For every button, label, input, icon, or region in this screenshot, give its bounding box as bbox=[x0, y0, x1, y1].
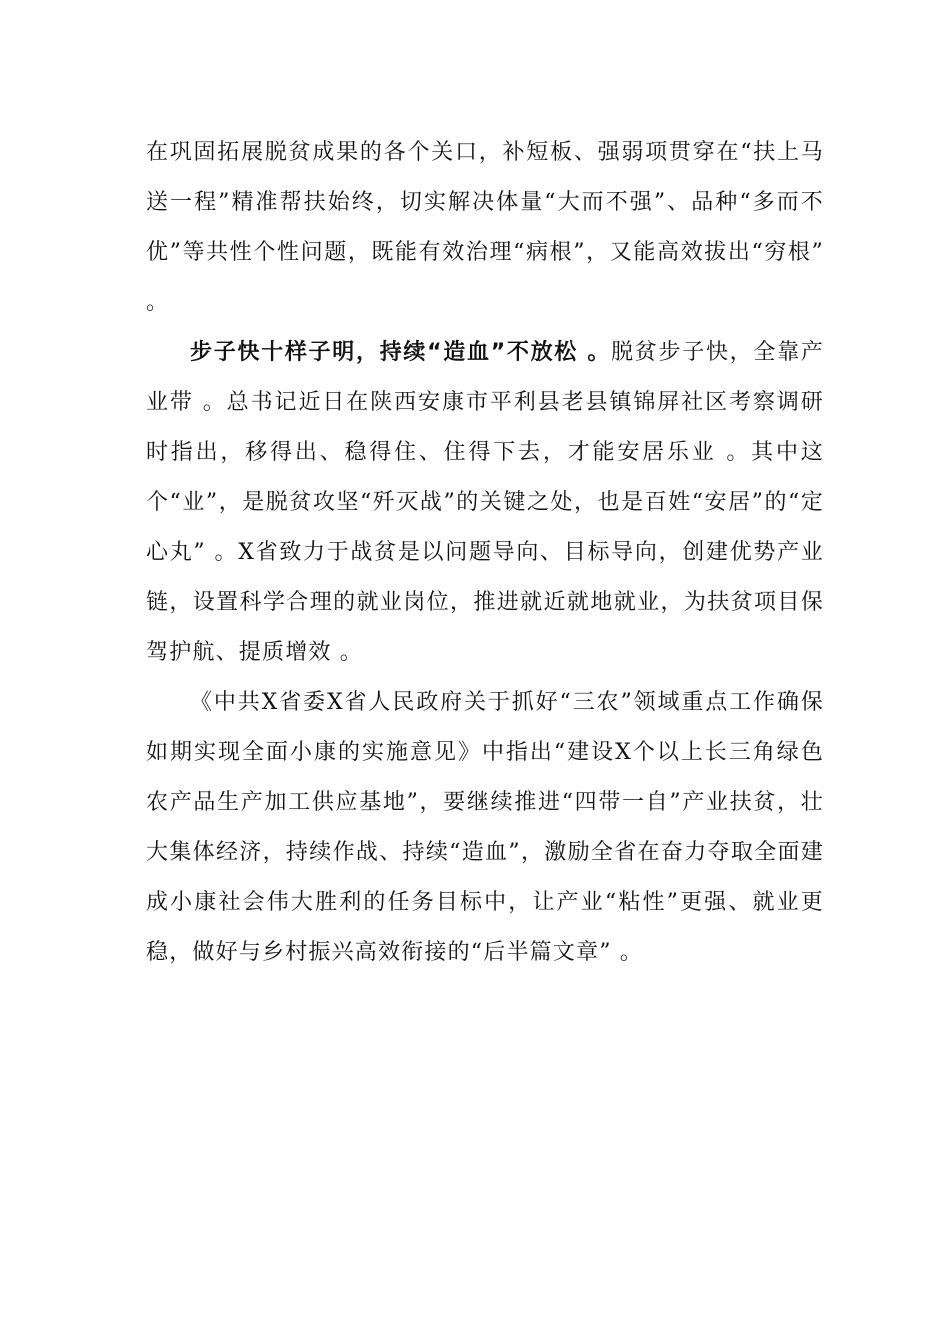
paragraph-1 bbox=[146, 128, 824, 328]
paragraph-3-text: 《中共X省委X省人民政府关于抓好“三农”领域重点工作确保如期实现全面小康的实施意见》中指出“建设X个以上长三角绿色农产品生产加工供应基地”，要继续推进“四带一自”产业扶贫，壮大集体经济，持续作战、持续“造血”，激励全省在奋力夺取全面建成小康社会伟大胜利的任务目标中，让产业“粘性”更强、就业更稳，做好与乡村振兴高效衔接的“后半篇文章” 。 bbox=[146, 690, 824, 965]
paragraph-3 bbox=[146, 678, 824, 978]
paragraph-2-heading: 步子快十样子明，持续“造血”不放松 。 bbox=[190, 340, 612, 365]
paragraph-1-text: 在巩固拓展脱贫成果的各个关口，补短板、强弱项贯穿在“扶上马送一程”精准帮扶始终，切实解决体量“大而不强”、品种“多而不优”等共性个性问题，既能有效治理“病根”，又能高效拔出“穷根” 。 bbox=[146, 140, 824, 315]
paragraph-2-text: 脱贫步子快，全靠产业带 。总书记近日在陕西安康市平利县老县镇锦屏社区考察调研时指出，移得出、稳得住、住得下去，才能安居乐业 。其中这个“业”，是脱贫攻坚“歼灭战”的关键之处，也是百姓“安居”的“定心丸” 。X省致力于战贫是以问题导向、目标导向，创建优势产业链，设置科学合理的就业岗位，推进就近就地就业，为扶贫项目保驾护航、提质增效 。 bbox=[146, 340, 824, 665]
paragraph-2 bbox=[146, 328, 824, 678]
document-page bbox=[146, 128, 824, 978]
